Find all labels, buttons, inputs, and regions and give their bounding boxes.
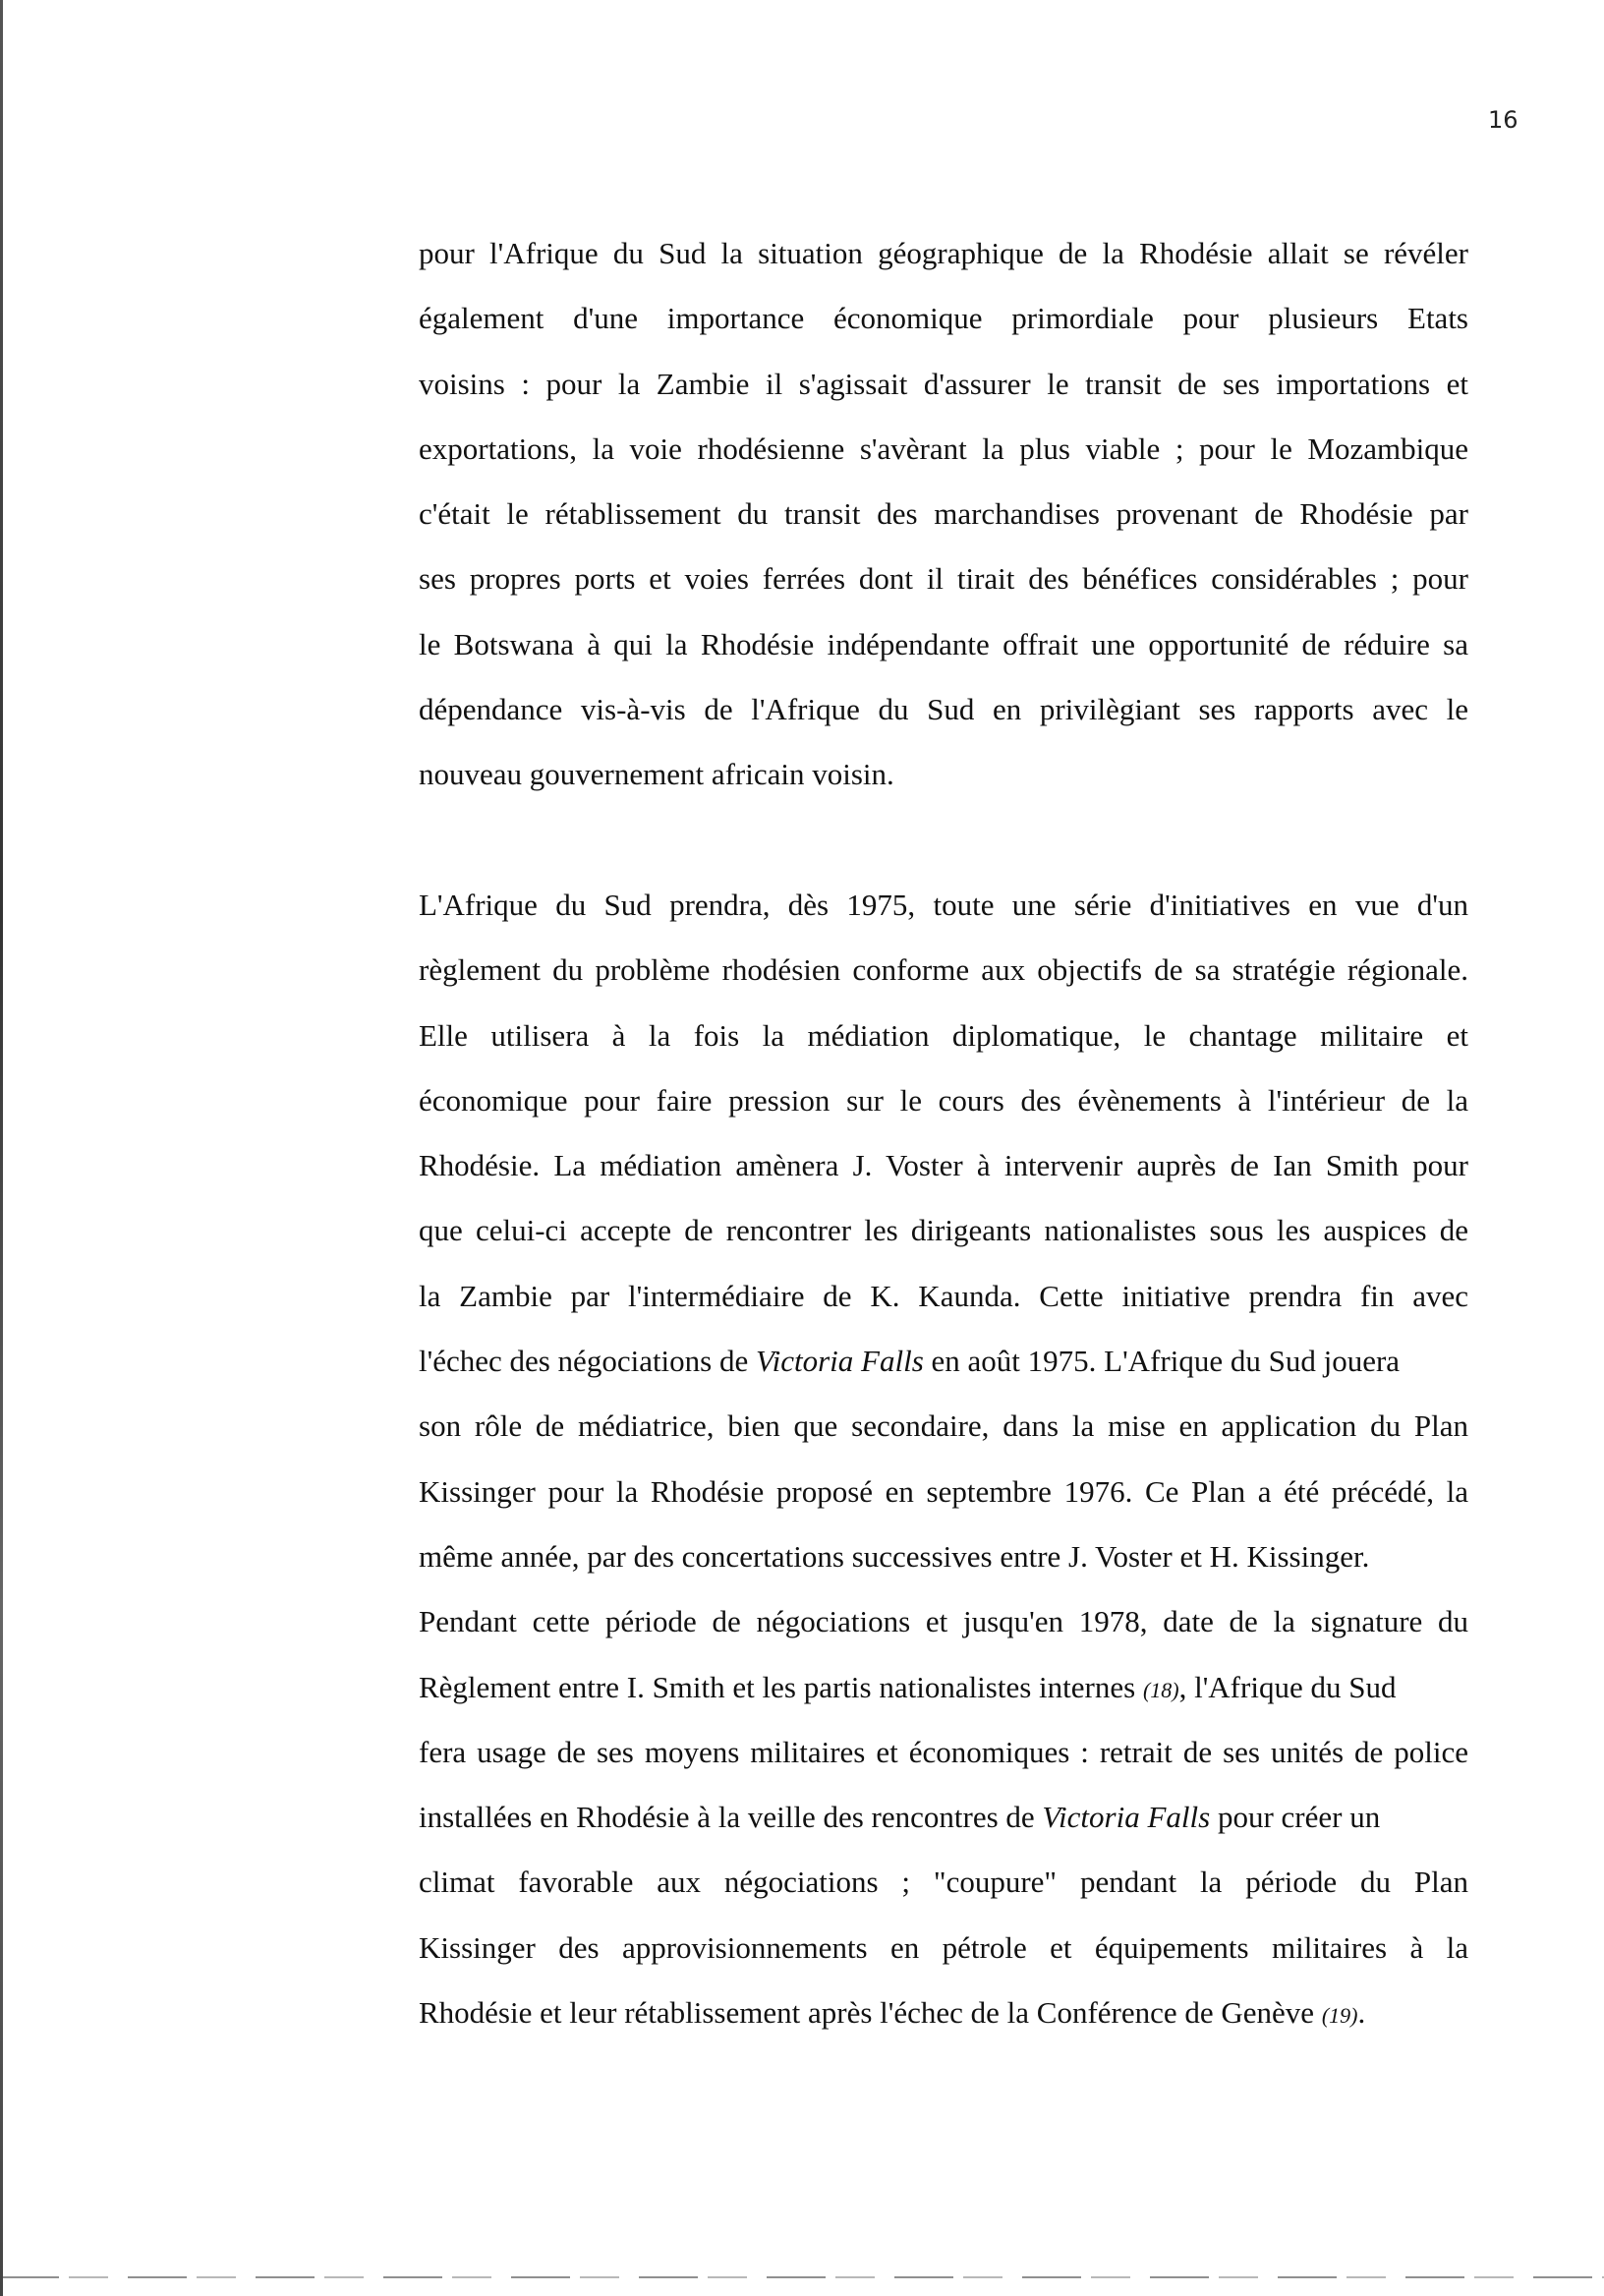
text-line: nouveau gouvernement africain voisin.: [419, 757, 894, 792]
text-line: Kissinger des approvisionnements en pétrole et équipements militaires à la: [419, 1929, 1468, 1965]
text-segment: .: [1357, 1995, 1366, 2031]
text-line: le Botswana à qui la Rhodésie indépendante offrait une opportunité de réduire sa: [419, 626, 1468, 661]
text-line: c'était le rétablissement du transit des marchandises provenant de Rhodésie par: [419, 496, 1468, 532]
text-line: pour l'Afrique du Sud la situation géographique de la Rhodésie allait se révéler: [419, 236, 1468, 270]
text-line: la Zambie par l'intermédiaire de K. Kaunda. Cette initiative prendra fin avec: [419, 1278, 1468, 1313]
text-segment: pour créer un: [1210, 1800, 1381, 1835]
text-line: [419, 1329, 1468, 1394]
text-line: voisins : pour la Zambie il s'agissait d'assurer le transit de ses importations et: [419, 366, 1468, 401]
text-line: L'Afrique du Sud prendra, dès 1975, toute une série d'initiatives en vue d'un: [419, 888, 1468, 922]
scan-bottom-edge: [0, 2276, 1604, 2278]
text-line: Kissinger pour la Rhodésie proposé en septembre 1976. Ce Plan a été précédé, la: [419, 1473, 1468, 1509]
text-line: climat favorable aux négociations ; "coupure" pendant la période du Plan: [419, 1865, 1468, 1900]
text-segment: Rhodésie et leur rétablissement après l'échec de la Conférence de Genève: [419, 1995, 1322, 2031]
text-line: Elle utilisera à la fois la médiation diplomatique, le chantage militaire et: [419, 1017, 1468, 1053]
text-segment: en août 1975. L'Afrique du Sud jouera: [923, 1344, 1401, 1379]
text-line: exportations, la voie rhodésienne s'avèrant la plus viable ; pour le Mozambique: [419, 430, 1468, 466]
text-line: dépendance vis-à-vis de l'Afrique du Sud en privilègiant ses rapports avec le: [419, 692, 1468, 727]
footnote-reference: (18): [1142, 1677, 1179, 1702]
text-segment: installées en Rhodésie à la veille des rencontres de: [419, 1800, 1043, 1835]
text-line: également d'une importance économique primordiale pour plusieurs Etats: [419, 301, 1468, 336]
text-segment: Règlement entre I. Smith et les partis nationalistes internes: [419, 1669, 1143, 1704]
text-line: règlement du problème rhodésien conforme aux objectifs de sa stratégie régionale.: [419, 952, 1468, 988]
text-line: [419, 1785, 1468, 1850]
place-name: Victoria Falls: [756, 1344, 924, 1379]
text-line: Pendant cette période de négociations et jusqu'en 1978, date de la signature du: [419, 1604, 1468, 1639]
paragraph-1: [419, 221, 1468, 808]
paragraph-2: [419, 873, 1468, 2045]
text-segment: l'échec des négociations de: [419, 1344, 756, 1379]
place-name: Victoria Falls: [1042, 1800, 1211, 1835]
scan-left-edge: [0, 0, 3, 2296]
text-line: économique pour faire pression sur le cours des évènements à l'intérieur de la: [419, 1082, 1468, 1118]
text-line: ses propres ports et voies ferrées dont il tirait des bénéfices considérables ; pour: [419, 561, 1468, 597]
text-line: [419, 1980, 1468, 2045]
text-segment: , l'Afrique du Sud: [1178, 1669, 1397, 1704]
footnote-reference: (19): [1321, 2003, 1358, 2029]
text-line: son rôle de médiatrice, bien que secondaire, dans la mise en application du Plan: [419, 1408, 1468, 1444]
page-number: 16: [1488, 106, 1518, 134]
text-line: même année, par des concertations successives entre J. Voster et H. Kissinger.: [419, 1538, 1370, 1574]
text-line: fera usage de ses moyens militaires et économiques : retrait de ses unités de police: [419, 1734, 1468, 1769]
text-line: [419, 1655, 1468, 1720]
text-line: Rhodésie. La médiation amènera J. Voster à intervenir auprès de Ian Smith pour: [419, 1148, 1468, 1183]
text-line: que celui-ci accepte de rencontrer les dirigeants nationalistes sous les auspices de: [419, 1213, 1468, 1248]
